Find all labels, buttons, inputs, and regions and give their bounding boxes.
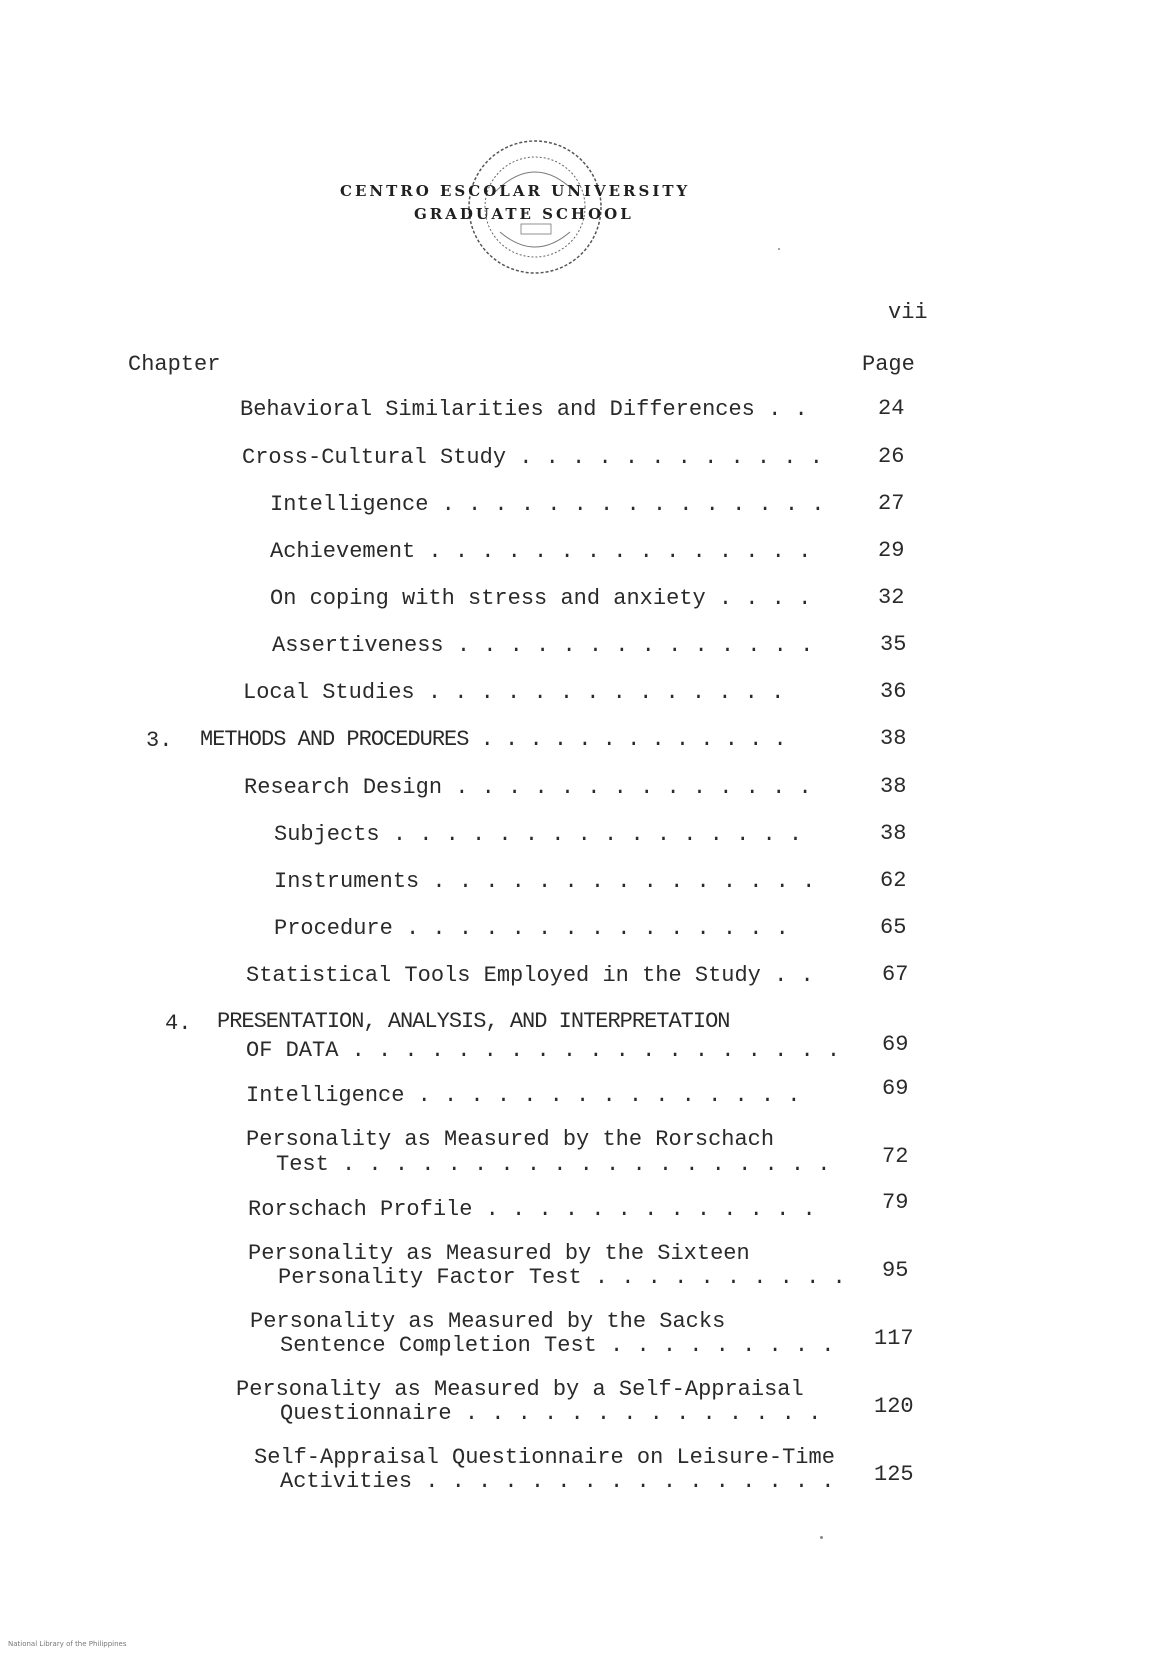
toc-entry-page: 38 [880, 821, 907, 846]
toc-entry-page: 35 [880, 632, 907, 657]
toc-entry-page: 79 [882, 1190, 909, 1215]
toc-entry-title: Intelligence . . . . . . . . . . . . . . . [246, 1083, 801, 1108]
toc-entry-title-continued: Sentence Completion Test . . . . . . . . . [280, 1333, 835, 1358]
footer-note: National Library of the Philippines [8, 1640, 127, 1648]
toc-entry-page: 125 [874, 1462, 914, 1487]
toc-entry-page: 72 [882, 1144, 909, 1169]
division-name: GRADUATE SCHOOL [414, 205, 634, 223]
toc-entry-page: 24 [878, 396, 905, 421]
toc-entry-page: 62 [880, 868, 907, 893]
toc-entry-title: Intelligence . . . . . . . . . . . . . . . [270, 492, 825, 517]
toc-chapter-title-continued: OF DATA . . . . . . . . . . . . . . . . . . . [246, 1038, 841, 1063]
toc-entry-page: 38 [880, 726, 907, 751]
toc-entry-title: Rorschach Profile . . . . . . . . . . . . . [248, 1197, 816, 1222]
toc-entry-title: Procedure . . . . . . . . . . . . . . . [274, 916, 789, 941]
toc-chapter-title: METHODS AND PROCEDURES . . . . . . . . . . . . . [200, 727, 786, 752]
toc-entry-title-continued: Activities . . . . . . . . . . . . . . . . [280, 1469, 835, 1494]
toc-entry-page: 32 [878, 585, 905, 610]
column-header-chapter: Chapter [128, 352, 221, 377]
scan-speck [820, 1536, 823, 1539]
toc-entry-title: Personality as Measured by a Self-Appraisal [236, 1377, 804, 1402]
toc-entry-page: 120 [874, 1394, 914, 1419]
column-header-page: Page [862, 352, 915, 377]
toc-entry-page: 29 [878, 538, 905, 563]
toc-entry-page: 95 [882, 1258, 909, 1283]
toc-entry-title: Local Studies . . . . . . . . . . . . . . [243, 680, 785, 705]
toc-entry-title-continued: Questionnaire . . . . . . . . . . . . . . [280, 1401, 822, 1426]
toc-entry-title: Personality as Measured by the Sacks [250, 1309, 726, 1334]
toc-entry-title-continued: Test . . . . . . . . . . . . . . . . . . . [276, 1152, 831, 1177]
toc-entry-title: Assertiveness . . . . . . . . . . . . . . [272, 633, 814, 658]
toc-entry-page: 36 [880, 679, 907, 704]
toc-entry-title: Behavioral Similarities and Differences . . [240, 397, 808, 422]
toc-entry-page: 117 [874, 1326, 914, 1351]
toc-entry-page: 65 [880, 915, 907, 940]
toc-entry-title: Subjects . . . . . . . . . . . . . . . . [274, 822, 803, 847]
toc-entry-title: Personality as Measured by the Sixteen [248, 1241, 750, 1266]
toc-entry-title: Research Design . . . . . . . . . . . . . . [244, 775, 812, 800]
toc-entry-page: 38 [880, 774, 907, 799]
toc-entry-page: 26 [878, 444, 905, 469]
toc-chapter-number: 4. [165, 1011, 192, 1036]
institution-name: CENTRO ESCOLAR UNIVERSITY [340, 182, 691, 200]
toc-entry-title: Personality as Measured by the Rorschach [246, 1127, 775, 1152]
toc-entry-title: On coping with stress and anxiety . . . . [270, 586, 812, 611]
toc-entry-title: Self-Appraisal Questionnaire on Leisure-Time [254, 1445, 835, 1470]
page-number-roman: vii [888, 300, 928, 325]
toc-chapter-number: 3. [146, 728, 173, 753]
toc-entry-title: Cross-Cultural Study . . . . . . . . . . . . [242, 445, 823, 470]
toc-entry-page: 67 [882, 962, 909, 987]
toc-entry-page: 69 [882, 1032, 909, 1057]
toc-entry-page: 27 [878, 491, 905, 516]
toc-entry-title-continued: Personality Factor Test . . . . . . . . . . [278, 1265, 846, 1290]
toc-entry-title: Statistical Tools Employed in the Study . . [246, 963, 814, 988]
scan-speck [778, 248, 780, 250]
toc-entry-title: Achievement . . . . . . . . . . . . . . . [270, 539, 812, 564]
toc-chapter-title: PRESENTATION, ANALYSIS, AND INTERPRETATION [217, 1009, 730, 1034]
toc-entry-page: 69 [882, 1076, 909, 1101]
toc-entry-title: Instruments . . . . . . . . . . . . . . . [274, 869, 816, 894]
